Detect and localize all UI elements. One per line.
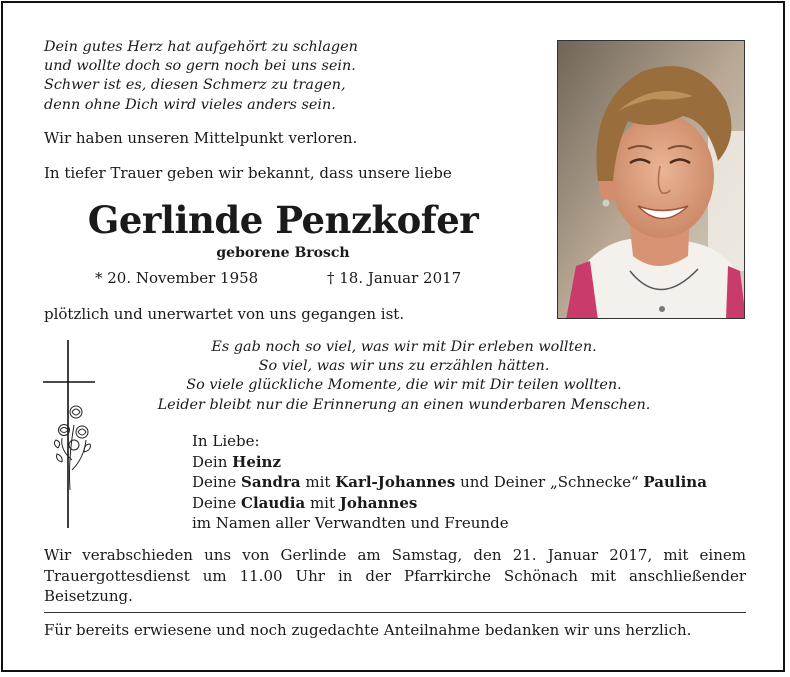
mourner-line — [192, 472, 707, 493]
center-text: Wir haben unseren Mittelpunkt verloren. — [44, 129, 358, 147]
thanks-text: Für bereits erwiesene und noch zugedachte Anteilnahme bedanken wir uns herzlich. — [44, 621, 692, 639]
mourner-name: Sandra — [241, 473, 301, 491]
mourner-text: Deine — [192, 493, 242, 512]
poem-line: Schwer ist es, diesen Schmerz zu tragen, — [44, 77, 346, 94]
memorial-verse — [44, 338, 764, 415]
mourner-line — [192, 493, 707, 514]
mourner-name: Heinz — [232, 452, 281, 471]
verse-line: Leider bleibt nur die Erinnerung an einen wunderbaren Menschen. — [157, 396, 651, 413]
verse-line: So viele glückliche Momente, die wir mit Dir teilen wollten. — [186, 377, 622, 394]
death-date: † 18. Januar 2017 — [327, 269, 462, 287]
mourner-text: mit — [300, 473, 336, 491]
deceased-name: Gerlinde Penzkofer — [87, 198, 479, 242]
birth-date: * 20. November 1958 — [95, 269, 259, 287]
mourner-line: im Namen aller Verwandten und Freunde — [192, 514, 509, 532]
mourner-name: Paulina — [643, 473, 707, 491]
poem-line: denn ohne Dich wird vieles anders sein. — [44, 96, 336, 113]
mourner-name: Claudia — [241, 493, 306, 512]
ceremony-line: Beisetzung. — [44, 587, 133, 605]
mourners-list — [192, 431, 707, 534]
mourner-line — [192, 452, 707, 473]
poem-line: und wollte doch so gern noch bei uns sein. — [44, 58, 356, 75]
mourner-name: Johannes — [339, 493, 418, 512]
mourner-text: und Deiner „Schnecke“ — [455, 473, 644, 491]
ceremony-line: Wir verabschieden uns von Gerlinde am Samstag, den 21. Januar 2017, mit einem — [44, 546, 746, 564]
opening-poem — [44, 38, 358, 115]
portrait-photo — [557, 40, 745, 319]
mourners-intro: In Liebe: — [192, 432, 260, 450]
divider — [44, 612, 746, 613]
mourner-text: Deine — [192, 473, 242, 491]
verse-line: Es gab noch so viel, was wir mit Dir erleben wollten. — [211, 339, 597, 355]
mourner-name: Karl-Johannes — [335, 473, 456, 491]
ceremony-line: Trauergottesdienst um 11.00 Uhr in der Pfarrkirche Schönach mit anschließender — [44, 566, 746, 585]
passing-text: plötzlich und unerwartet von uns gegangen ist. — [44, 305, 405, 323]
poem-line: Dein gutes Herz hat aufgehört zu schlagen — [44, 39, 358, 55]
mourner-text: Dein — [192, 452, 233, 471]
mourner-text: mit — [305, 493, 340, 512]
verse-line: So viel, was wir uns zu erzählen hätten. — [258, 358, 550, 375]
ceremony-info — [44, 545, 746, 607]
announcement: In tiefer Trauer geben wir bekannt, dass unsere liebe — [44, 164, 452, 182]
maiden-name: geborene Brosch — [216, 245, 350, 261]
